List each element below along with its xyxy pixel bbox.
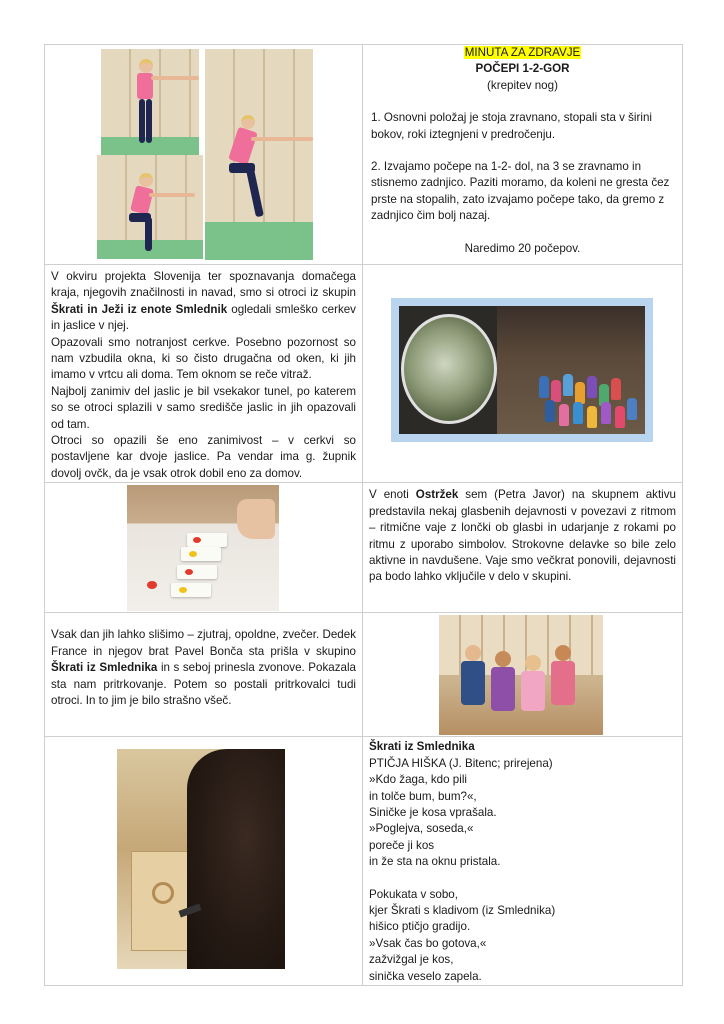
poem-line: in tolče bum, bum?«,	[369, 789, 477, 803]
poem-line: »Vsak čas bo gotova,«	[369, 936, 487, 950]
row-church	[45, 265, 683, 483]
poem-line: in že sta na oknu pristala.	[369, 855, 501, 869]
row-exercise	[45, 45, 683, 265]
newsletter-table	[44, 44, 683, 986]
bells-photo-cell	[363, 613, 683, 737]
poem-line: kjer Škrati s kladivom (iz Smlednika)	[369, 903, 556, 917]
exercise-subtitle2: (krepitev nog)	[487, 78, 558, 92]
exercise-step-2: 2. Izvajamo počepe na 1-2- dol, na 3 se zravnamo in stisnemo zadnjico. Paziti moramo, da koleni ne gresta čez prste na stopalih, zato izvajamo počepe tako, da gremo z zadnjico čim bolj nazaj.	[371, 160, 670, 223]
nativity-photo	[391, 298, 653, 442]
exercise-subtitle: POČEPI 1-2-GOR	[475, 62, 570, 76]
church-para-3: Najbolj zanimiv del jaslic je bil vsekakor tunel, po katerem so se otroci splazili v samo središče jaslic in jih opazovali od tam.	[51, 384, 356, 431]
poem-line: »Kdo žaga, kdo pili	[369, 773, 467, 787]
unit-name: Ostržek	[415, 488, 459, 502]
children-bells-photo	[439, 615, 603, 735]
poem-line: Siničke je kosa vprašala.	[369, 805, 497, 819]
row-bells	[45, 613, 683, 737]
poem-cell	[363, 737, 683, 986]
music-para: V enoti Ostržek sem (Petra Javor) na skupnem aktivu predstavila nekaj glasbenih dejavnosti v povezavi z ritmom – ritmične vaje z lončki ob glasbi in udarjanje z rokami po ritmu z uporabo simbolov. Strokovne delavke so bile zelo aktivne in navdušene. Vaje smo večkrat ponovili, dejavnosti pa bodo lahko vključile v delo v skupini.	[369, 488, 676, 584]
music-photo-cell	[45, 483, 363, 613]
bells-para: Vsak dan jih lahko slišimo – zjutraj, opoldne, zvečer. Dedek France in njegov brat Pavel Bonča sta prišla v skupino Škrati iz Smlednika in s seboj prinesla zvonove. Pokazala sta nam pritrkovanje. Potem so postali pritrkovalci tudi otroci. In to jim je bilo strašno všeč.	[51, 628, 356, 707]
church-photo-cell	[363, 265, 683, 483]
group-name: Škrati iz Smlednika	[51, 661, 158, 675]
poem-line: sinička veselo zapela.	[369, 969, 482, 983]
rhythm-cards-photo	[127, 485, 279, 611]
church-text-cell	[45, 265, 363, 483]
church-para-4: Otroci so opazili še eno zanimivost – v cerkvi so postavljene kar dvoje jaslice. Pa vendar ima g. župnik dovolj ovčk, da je vsak otrok dobil eno za domov.	[51, 434, 356, 480]
church-para-1: V okviru projekta Slovenija ter spoznavanja domačega kraja, njegovih značilnosti in navad, smo si otroci iz skupin Škrati in Ježi iz enote Smlednik ogledali smleško cerkev in jaslice v njej.	[51, 270, 356, 333]
exercise-title: MINUTA ZA ZDRAVJE	[464, 46, 581, 59]
bells-text-cell	[45, 613, 363, 737]
row-birdhouse	[45, 737, 683, 986]
poem-line: »Poglejva, soseda,«	[369, 822, 474, 836]
exercise-photos-cell	[45, 45, 363, 265]
exercise-count: Naredimo 20 počepov.	[464, 241, 581, 255]
group-names: Škrati in Ježi iz enote Smlednik	[51, 302, 228, 316]
exercise-step-1: 1. Osnovni položaj je stoja zravnano, stopali sta v širini bokov, roki iztegnjeni v predročenju.	[371, 111, 652, 141]
poem-group-heading: Škrati iz Smlednika	[369, 740, 475, 754]
poem-line: hišico ptičjo gradijo.	[369, 920, 471, 934]
music-text-cell	[363, 483, 683, 613]
poem-line: poreče ji kos	[369, 838, 435, 852]
birdhouse-photo-cell	[45, 737, 363, 986]
poem-line: Pokukata v sobo,	[369, 887, 458, 901]
exercise-text-cell	[363, 45, 683, 265]
poem-title: PTIČJA HIŠKA (J. Bitenc; prirejena)	[369, 756, 553, 770]
poem-line: zažvižgal je kos,	[369, 953, 454, 967]
squat-photo-standing	[101, 49, 199, 156]
squat-photo-mid	[97, 155, 203, 259]
church-para-2: Opazovali smo notranjost cerkve. Posebno pozornost so nam vzbudila okna, ki so čisto drugačna od oken, ki jih imamo v vrtcu ali doma. Tem oknom se reče vitraž.	[51, 335, 356, 382]
row-music	[45, 483, 683, 613]
squat-photo-down	[205, 49, 313, 260]
birdhouse-photo	[117, 749, 285, 969]
